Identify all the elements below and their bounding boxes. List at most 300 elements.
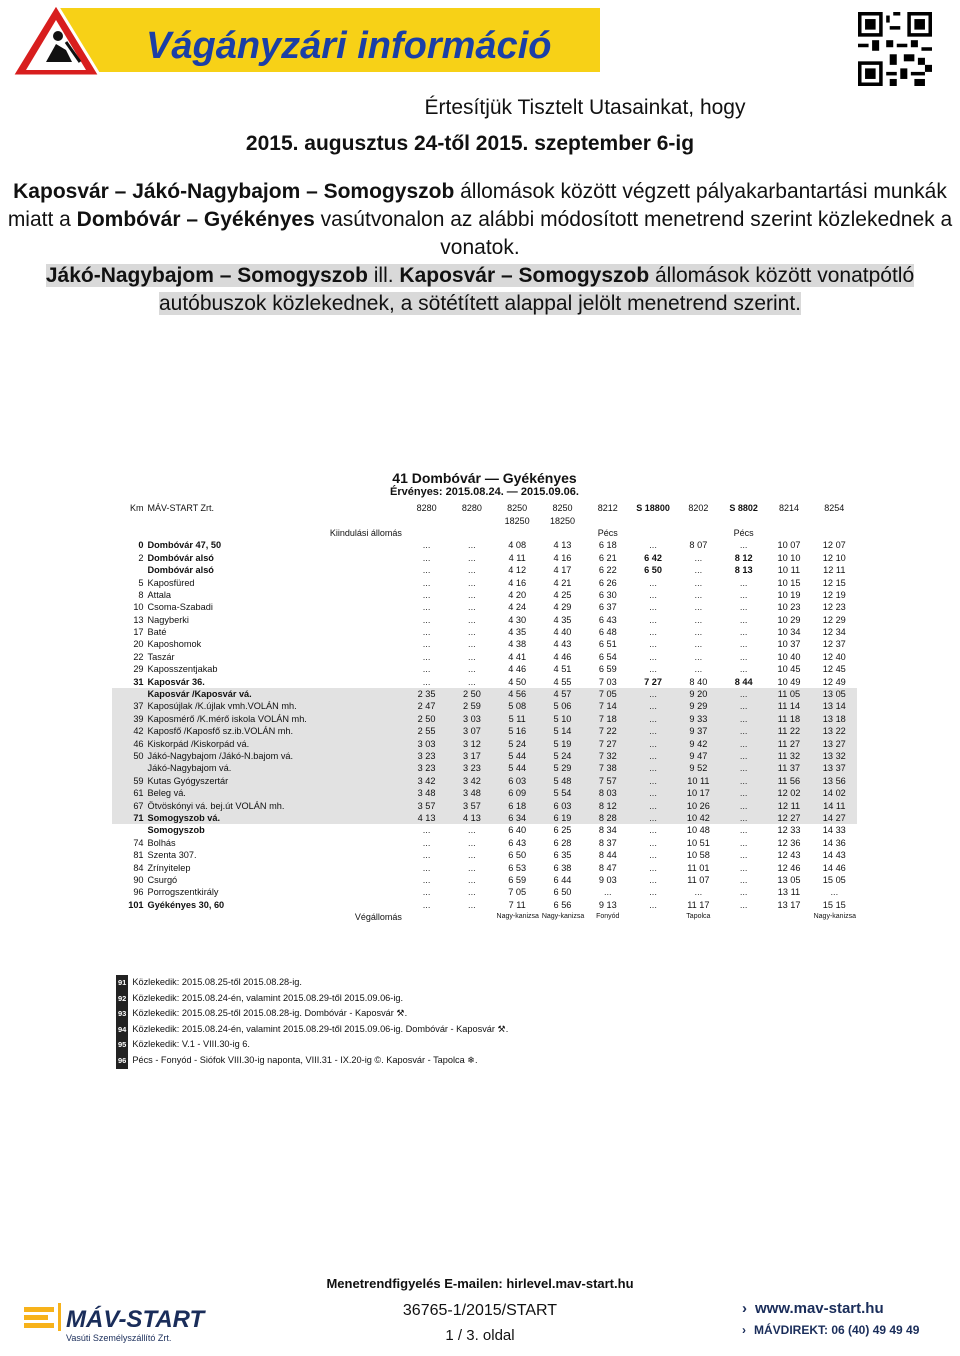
time-cell: 7 18 [585, 713, 630, 725]
time-cell: ... [739, 850, 748, 861]
time-cell: 8 28 [585, 812, 630, 824]
time-cell: 10 48 [686, 825, 710, 836]
time-cell: 15 05 [822, 874, 846, 885]
time-cell: 6 09 [495, 787, 540, 799]
km-cell: 46 [112, 737, 146, 749]
spacer [112, 527, 146, 539]
time-cell: ... [739, 664, 748, 675]
logo-text: MÁV-START [66, 1306, 205, 1333]
end-station: Nagy-kanizsa [496, 913, 539, 921]
time-cell: ... [694, 651, 703, 662]
time-cell: ... [422, 639, 431, 650]
table-row [112, 799, 857, 811]
time-cell: 7 27 [644, 676, 663, 687]
time-cell: 12 07 [822, 540, 846, 551]
note-tag: 93 [116, 1006, 128, 1022]
time-cell: ... [422, 862, 431, 873]
train-number: S 18800 [636, 503, 670, 514]
table-row [112, 824, 857, 836]
time-cell: 7 05 [508, 887, 527, 898]
time-cell: 8 40 [689, 676, 708, 687]
time-cell: ... [468, 862, 476, 873]
station-name: Porrogszentkirály [147, 887, 219, 898]
time-cell: ... [422, 565, 431, 576]
time-cell: ... [649, 899, 657, 910]
time-cell: ... [630, 787, 675, 799]
footer-email[interactable]: Menetrendfigyelés E-mailen: hirlevel.mav-start.hu [326, 1276, 634, 1291]
time-cell: 11 17 [687, 899, 710, 910]
time-cell: ... [630, 762, 675, 774]
train-subnumber [630, 514, 675, 526]
note-tag: 96 [116, 1053, 128, 1069]
table-row [112, 812, 857, 824]
table-row [112, 638, 857, 650]
time-cell: 4 50 [508, 676, 527, 687]
station-name: Somogyszob vá. [146, 812, 404, 824]
station-name: Szenta 307. [147, 850, 197, 861]
time-cell: ... [468, 651, 476, 662]
km-cell: 8 [138, 589, 144, 600]
time-cell: ... [468, 589, 476, 600]
time-cell: 14 33 [822, 825, 846, 836]
start-station [540, 527, 585, 539]
station-name: Jákó-Nagybajom /Jákó-N.bajom vá. [146, 750, 404, 762]
time-cell: 12 34 [822, 627, 846, 638]
time-cell: 12 33 [777, 825, 801, 836]
time-cell: ... [649, 862, 657, 873]
time-cell: 6 51 [598, 639, 617, 650]
end-station: Fonyód [596, 913, 620, 921]
time-cell: 6 18 [495, 799, 540, 811]
time-cell: 5 10 [540, 713, 585, 725]
time-cell: 7 32 [585, 750, 630, 762]
time-cell: 6 30 [598, 589, 617, 600]
time-cell: ... [721, 713, 766, 725]
time-cell: 12 43 [777, 850, 801, 861]
time-cell: 13 05 [777, 874, 801, 885]
time-cell: 14 11 [812, 799, 857, 811]
time-cell: ... [721, 762, 766, 774]
note-text: Pécs - Fonyód - Siófok VIII.30-ig naponta, VIII.31 - IX.20-ig ©. Kaposvár - Tapolca ❄. [132, 1054, 478, 1065]
time-cell: 11 32 [766, 750, 811, 762]
time-cell: 3 07 [449, 725, 494, 737]
time-cell: 10 11 [676, 775, 721, 787]
time-cell: ... [721, 787, 766, 799]
time-cell: 5 16 [495, 725, 540, 737]
time-cell: 6 19 [540, 812, 585, 824]
km-cell [112, 762, 146, 774]
time-cell: 3 23 [404, 762, 449, 774]
note-line [116, 1006, 508, 1022]
time-cell: ... [739, 887, 748, 898]
time-cell: ... [739, 874, 748, 885]
time-cell: ... [468, 887, 476, 898]
intro-text-4: állomások között vonatpótló autóbuszok közlekednek, a sötétített alappal jelölt menetrend szerint. [158, 264, 915, 315]
train-subnumber [676, 514, 721, 526]
time-cell: 4 21 [553, 577, 572, 588]
time-cell: ... [422, 627, 431, 638]
time-cell: ... [630, 799, 675, 811]
time-cell: 4 13 [553, 540, 572, 551]
time-cell: 14 27 [812, 812, 857, 824]
table-row [112, 750, 857, 762]
time-cell: 9 29 [676, 700, 721, 712]
time-cell: 4 57 [540, 688, 585, 700]
time-cell: ... [830, 887, 839, 898]
station-name: Beleg vá. [146, 787, 404, 799]
train-number: 8202 [688, 503, 709, 514]
time-cell: 6 50 [644, 565, 663, 576]
train-number: 8250 [507, 503, 528, 514]
start-station: Pécs [733, 527, 754, 538]
time-cell: 6 43 [598, 614, 617, 625]
time-cell: 12 11 [823, 565, 846, 576]
time-cell: 15 15 [822, 899, 846, 910]
time-cell: 8 44 [598, 850, 617, 861]
table-row [112, 688, 857, 700]
note-text: Közlekedik: 2015.08.25-től 2015.08.28-ig. Dombóvár - Kaposvár ⚒. [132, 1008, 408, 1019]
time-cell: 10 15 [777, 577, 801, 588]
time-cell: ... [649, 602, 657, 613]
time-cell: 4 41 [508, 651, 527, 662]
table-row [112, 849, 857, 861]
station-name: Kaposfüred [147, 577, 195, 588]
note-tag: 92 [116, 991, 128, 1007]
table-row [112, 576, 857, 588]
time-cell: 12 29 [822, 614, 846, 625]
note-tag: 94 [116, 1022, 128, 1038]
time-cell: ... [422, 874, 431, 885]
table-row [112, 762, 857, 774]
time-cell: 6 53 [508, 862, 527, 873]
end-station [766, 911, 811, 923]
time-cell: ... [468, 614, 476, 625]
train-number: 8254 [824, 503, 845, 514]
table-row [112, 737, 857, 749]
time-cell: 10 26 [676, 799, 721, 811]
table-row [112, 886, 857, 898]
time-cell: 13 27 [812, 737, 857, 749]
km-cell: 101 [128, 899, 144, 910]
time-cell: 6 43 [508, 837, 527, 848]
time-cell: 9 33 [676, 713, 721, 725]
km-cell [112, 564, 146, 576]
intro-paragraph [0, 178, 960, 318]
note-text: Közlekedik: 2015.08.24-én, valamint 2015.08.29-től 2015.09.06-ig. [132, 992, 404, 1003]
time-cell: 4 56 [495, 688, 540, 700]
note-line [116, 1022, 508, 1038]
start-station [812, 527, 857, 539]
station-name: Nagyberki [147, 614, 189, 625]
train-subnumber [449, 514, 494, 526]
note-text: Közlekedik: V.1 - VIII.30-ig 6. [132, 1039, 250, 1050]
time-cell: ... [721, 737, 766, 749]
station-name: Kiskorpád /Kiskorpád vá. [146, 737, 404, 749]
time-cell: 3 03 [404, 737, 449, 749]
station-name: Dombóvár alsó [147, 552, 214, 563]
table-row [112, 564, 857, 576]
time-cell: ... [649, 874, 657, 885]
time-cell: ... [422, 850, 431, 861]
time-cell: 4 25 [553, 589, 572, 600]
time-cell: 7 27 [585, 737, 630, 749]
time-cell: 3 12 [449, 737, 494, 749]
spacer [112, 514, 146, 526]
station-name: Dombóvár 47, 50 [147, 540, 222, 551]
note-text: Közlekedik: 2015.08.24-én, valamint 2015.08.29-től 2015.09.06-ig. Dombóvár - Kaposvár ⚒. [132, 1023, 509, 1034]
km-cell: 0 [138, 540, 144, 551]
time-cell: ... [630, 713, 675, 725]
time-cell: 12 02 [766, 787, 811, 799]
end-station: Tapolca [686, 913, 711, 921]
time-cell: ... [422, 899, 431, 910]
time-cell: 7 03 [598, 676, 617, 687]
time-cell: 2 55 [404, 725, 449, 737]
time-cell: ... [422, 552, 431, 563]
time-cell: ... [739, 639, 748, 650]
website-link[interactable] [742, 1300, 884, 1317]
intro-bus-note [46, 264, 914, 315]
km-cell: 67 [112, 799, 146, 811]
time-cell: 12 45 [822, 664, 846, 675]
page-number: 1 / 3. oldal [445, 1327, 515, 1344]
time-cell: 10 45 [777, 664, 801, 675]
time-cell: 12 37 [822, 639, 846, 650]
table-row [112, 837, 857, 849]
time-cell: ... [739, 825, 748, 836]
table-row [112, 589, 857, 601]
time-cell: 4 11 [508, 552, 526, 563]
time-cell: ... [739, 577, 748, 588]
table-row [112, 775, 857, 787]
time-cell: 11 56 [766, 775, 811, 787]
time-cell: ... [468, 540, 476, 551]
km-cell: 10 [133, 602, 144, 613]
note-line [116, 975, 508, 991]
time-cell: ... [739, 651, 748, 662]
time-cell: ... [468, 899, 476, 910]
time-cell: 7 11 [508, 899, 526, 910]
time-cell: 6 42 [644, 552, 663, 563]
time-cell: ... [739, 862, 748, 873]
time-cell: ... [422, 602, 431, 613]
time-cell: 6 37 [598, 602, 617, 613]
station-name: Kaposmérő /K.mérő iskola VOLÁN mh. [146, 713, 404, 725]
time-cell: 5 44 [495, 762, 540, 774]
time-cell: 4 35 [553, 614, 572, 625]
time-cell: 9 52 [676, 762, 721, 774]
time-cell: 13 05 [812, 688, 857, 700]
intro-line-name: Dombóvár – Gyékényes [76, 208, 315, 231]
time-cell: ... [694, 639, 703, 650]
start-station-label: Kiindulási állomás [329, 527, 402, 538]
table-row [112, 861, 857, 873]
mavdirekt-phone[interactable] [742, 1323, 919, 1337]
time-cell: ... [649, 627, 657, 638]
time-cell: 14 43 [822, 850, 846, 861]
start-station [495, 527, 540, 539]
time-cell: 12 11 [766, 799, 811, 811]
time-cell: 6 59 [508, 874, 527, 885]
time-cell: ... [694, 627, 703, 638]
banner-title: Vágányzári információ [146, 25, 552, 67]
end-station [449, 911, 494, 923]
time-cell: 6 28 [553, 837, 572, 848]
time-cell: 10 42 [676, 812, 721, 824]
time-cell: 13 56 [812, 775, 857, 787]
time-cell: 10 19 [777, 589, 801, 600]
train-subnumber [766, 514, 811, 526]
time-cell: ... [468, 664, 476, 675]
time-cell: 5 19 [540, 737, 585, 749]
km-cell: 2 [138, 552, 144, 563]
time-cell: ... [649, 577, 657, 588]
station-name: Baté [147, 627, 167, 638]
spacer [112, 911, 146, 923]
table-row [112, 725, 857, 737]
timetable-title: 41 Dombóvár — Gyékényes [392, 470, 577, 486]
time-cell: ... [468, 837, 476, 848]
time-cell: ... [649, 887, 657, 898]
time-cell: 2 50 [449, 688, 494, 700]
time-cell: 4 13 [404, 812, 449, 824]
qr-code-icon [858, 12, 932, 86]
time-cell: 4 08 [508, 540, 527, 551]
km-cell: 84 [133, 862, 144, 873]
note-line [116, 1053, 508, 1069]
station-name: Kaposfő /Kaposfő sz.ib.VOLÁN mh. [146, 725, 404, 737]
time-cell: 8 07 [689, 540, 708, 551]
time-cell: 13 11 [777, 887, 801, 898]
table-row [112, 626, 857, 638]
intro-text-1: állomások között végzett pályakarbantartási munkák miatt a [7, 180, 947, 231]
time-cell: 14 36 [822, 837, 846, 848]
banner [0, 0, 600, 82]
time-cell: ... [739, 602, 748, 613]
time-cell: ... [721, 799, 766, 811]
time-cell: ... [721, 812, 766, 824]
end-station: Nagy-kanizsa [541, 913, 585, 921]
chevron-right-icon: › [742, 1323, 746, 1337]
time-cell: ... [649, 850, 657, 861]
time-cell: ... [694, 577, 703, 588]
time-cell: 6 21 [598, 552, 617, 563]
start-station [404, 527, 449, 539]
start-station [676, 527, 721, 539]
time-cell: 5 24 [495, 737, 540, 749]
km-cell: 59 [112, 775, 146, 787]
time-cell: 6 03 [495, 775, 540, 787]
time-cell: ... [422, 651, 431, 662]
time-cell: ... [422, 664, 431, 675]
station-name: Kaposvár /Kaposvár vá. [146, 688, 404, 700]
table-row [112, 675, 857, 687]
start-station [630, 527, 675, 539]
time-cell: 3 48 [404, 787, 449, 799]
time-cell: 12 10 [822, 552, 846, 563]
time-cell: 4 46 [508, 664, 527, 675]
time-cell: 13 22 [812, 725, 857, 737]
time-cell: 8 13 [734, 565, 753, 576]
time-cell: ... [694, 589, 703, 600]
intro-stations-1: Kaposvár – Jákó-Nagybajom – Somogyszob [13, 180, 455, 203]
time-cell: 5 54 [540, 787, 585, 799]
time-cell: ... [468, 602, 476, 613]
time-cell: 4 24 [508, 602, 527, 613]
time-cell: 6 38 [553, 862, 572, 873]
time-cell: 10 11 [777, 565, 801, 576]
time-cell: ... [422, 614, 431, 625]
time-cell: ... [630, 725, 675, 737]
time-cell: 6 54 [598, 651, 617, 662]
time-cell: ... [649, 651, 657, 662]
time-cell: 3 17 [449, 750, 494, 762]
time-cell: 6 25 [553, 825, 572, 836]
station-name: Zrínyitelep [147, 862, 191, 873]
time-cell: ... [630, 737, 675, 749]
time-cell: 2 59 [449, 700, 494, 712]
table-row [112, 663, 857, 675]
time-cell: ... [630, 812, 675, 824]
time-cell: 6 35 [553, 850, 572, 861]
time-cell: 12 15 [822, 577, 846, 588]
start-station [766, 527, 811, 539]
station-name: Ötvöskónyi vá. bej.út VOLÁN mh. [146, 799, 404, 811]
time-cell: 7 14 [585, 700, 630, 712]
table-row [112, 899, 857, 911]
time-cell: 6 18 [598, 540, 617, 551]
time-cell: ... [694, 552, 703, 563]
time-cell: 3 57 [449, 799, 494, 811]
time-cell: ... [468, 552, 476, 563]
time-cell: ... [739, 540, 748, 551]
time-cell: 2 47 [404, 700, 449, 712]
km-cell: 42 [112, 725, 146, 737]
intro-text-2: vasútvonalon az alábbi módosított menetrend szerint közlekednek a vonatok. [314, 208, 953, 259]
time-cell: 10 29 [777, 614, 801, 625]
intro [0, 96, 960, 318]
note-line [116, 1037, 508, 1053]
time-cell: 9 03 [598, 874, 617, 885]
time-cell: 10 49 [777, 676, 801, 687]
time-cell: 4 16 [508, 577, 527, 588]
end-station [721, 911, 766, 923]
station-name: Csoma-Szabadi [147, 602, 213, 613]
km-cell: 50 [112, 750, 146, 762]
time-cell: 3 42 [449, 775, 494, 787]
time-cell: 10 40 [777, 651, 801, 662]
time-cell: 6 48 [598, 627, 617, 638]
time-cell: ... [468, 850, 476, 861]
time-cell: 12 46 [777, 862, 801, 873]
time-cell: 12 36 [777, 837, 801, 848]
end-station-label: Végállomás [354, 912, 402, 923]
time-cell: 6 50 [508, 850, 527, 861]
table-row [112, 651, 857, 663]
time-cell: 6 50 [553, 887, 572, 898]
station-name: Attala [147, 589, 172, 600]
time-cell: ... [468, 565, 476, 576]
train-subnumber: 18250 [504, 515, 530, 526]
time-cell: 3 57 [404, 799, 449, 811]
time-cell: 11 01 [687, 862, 710, 873]
time-cell: 10 58 [686, 850, 710, 861]
time-cell: ... [694, 887, 703, 898]
km-cell: 29 [133, 664, 144, 675]
time-cell: 13 17 [777, 899, 801, 910]
time-cell: ... [694, 664, 703, 675]
time-cell: ... [739, 837, 748, 848]
